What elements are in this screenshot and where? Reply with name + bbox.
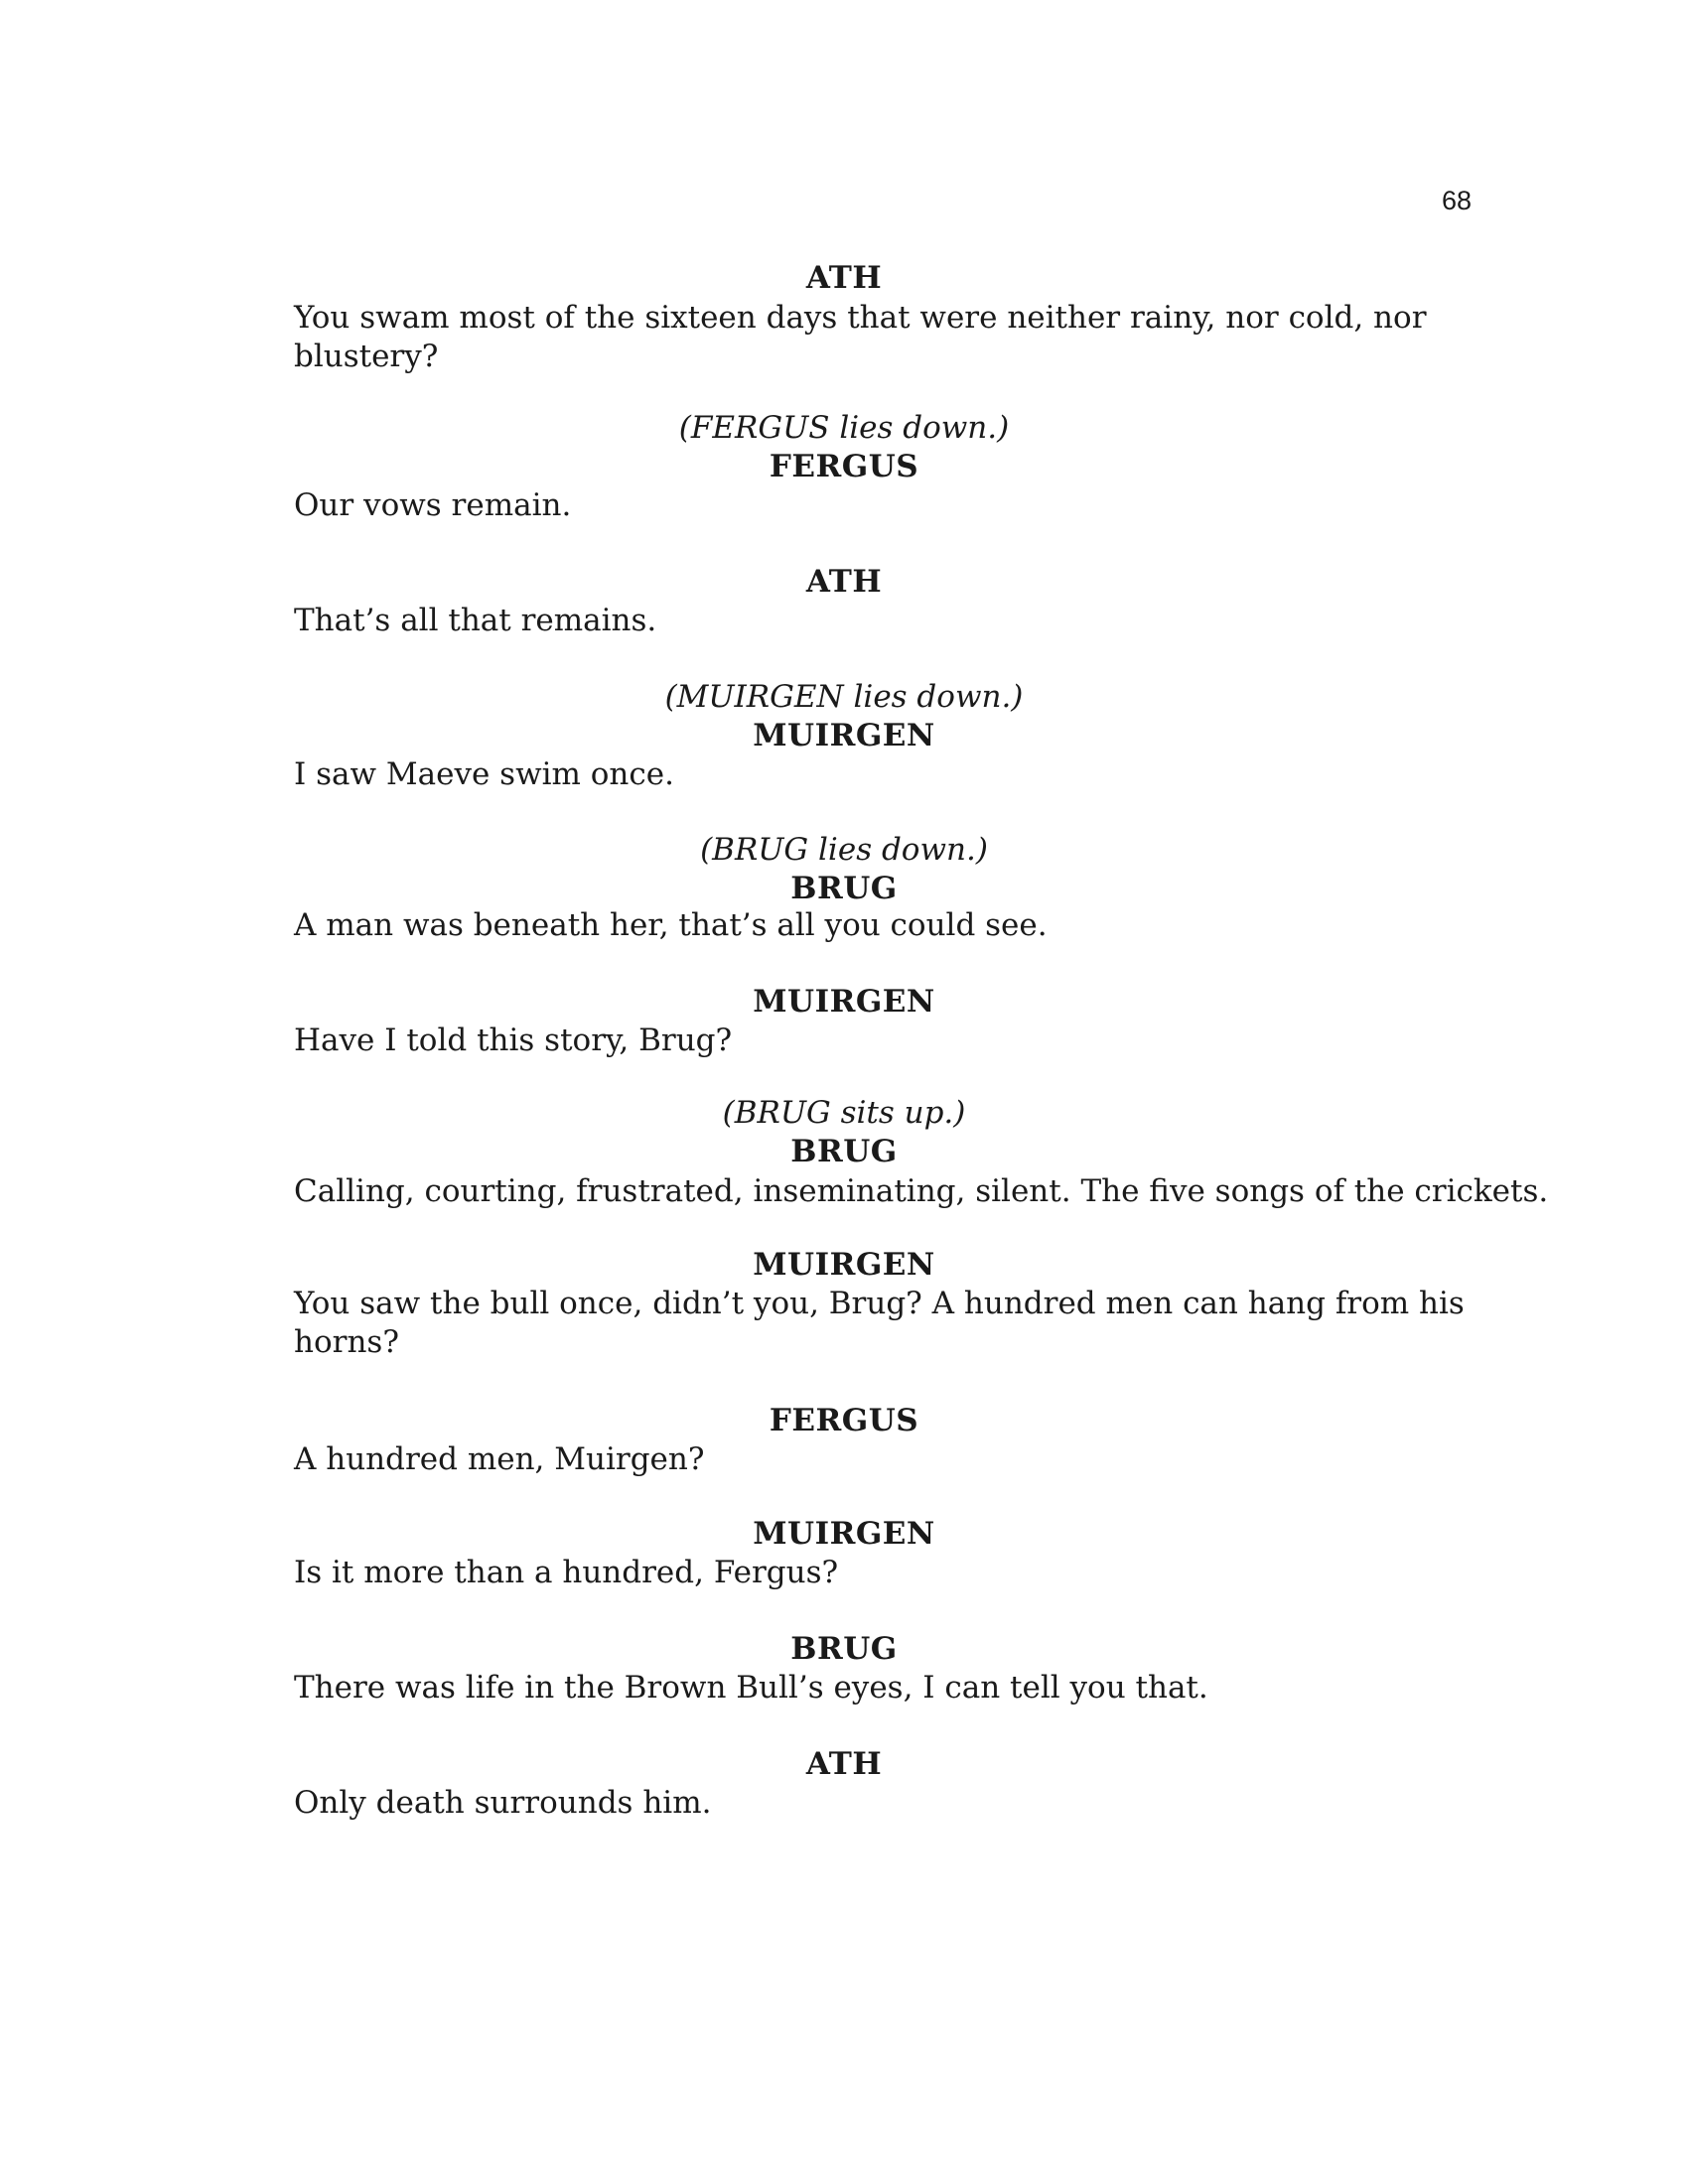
stage-direction: (BRUG sits up.): [722, 1095, 966, 1131]
speaker-name: FERGUS: [769, 1403, 919, 1438]
dialogue-line: A hundred men, Muirgen?: [294, 1441, 705, 1477]
speaker-name: BRUG: [790, 871, 898, 906]
speaker-name: MUIRGEN: [753, 1516, 935, 1552]
dialogue-line: I saw Maeve swim once.: [294, 756, 674, 792]
dialogue-line: You saw the bull once, didn’t you, Brug? A hundred men can hang from his: [294, 1286, 1465, 1321]
dialogue-line: Only death surrounds him.: [294, 1785, 712, 1821]
speaker-name: ATH: [805, 564, 883, 600]
page-number: 68: [1442, 186, 1473, 215]
dialogue-line: You swam most of the sixteen days that were neither rainy, nor cold, nor: [294, 300, 1427, 336]
dialogue-line: There was life in the Brown Bull’s eyes, I can tell you that.: [294, 1670, 1208, 1706]
speaker-name: ATH: [805, 260, 883, 296]
dialogue-line: Have I told this story, Brug?: [294, 1023, 733, 1058]
dialogue-line: Our vows remain.: [294, 487, 572, 523]
dialogue-line: horns?: [294, 1324, 399, 1360]
speaker-name: MUIRGEN: [753, 718, 935, 753]
speaker-name: BRUG: [790, 1631, 898, 1667]
stage-direction: (FERGUS lies down.): [678, 410, 1010, 446]
dialogue-line: blustery?: [294, 339, 439, 374]
stage-direction: (BRUG lies down.): [700, 832, 988, 868]
stage-direction: (MUIRGEN lies down.): [664, 679, 1024, 715]
dialogue-line: That’s all that remains.: [294, 603, 657, 638]
dialogue-line: Is it more than a hundred, Fergus?: [294, 1555, 839, 1590]
dialogue-line: Calling, courting, frustrated, inseminating, silent. The five songs of the crickets.: [294, 1173, 1549, 1209]
speaker-name: MUIRGEN: [753, 984, 935, 1020]
speaker-name: BRUG: [790, 1134, 898, 1169]
speaker-name: MUIRGEN: [753, 1247, 935, 1283]
speaker-name: ATH: [805, 1746, 883, 1782]
dialogue-line: A man was beneath her, that’s all you could see.: [294, 907, 1048, 943]
speaker-name: FERGUS: [769, 449, 919, 484]
